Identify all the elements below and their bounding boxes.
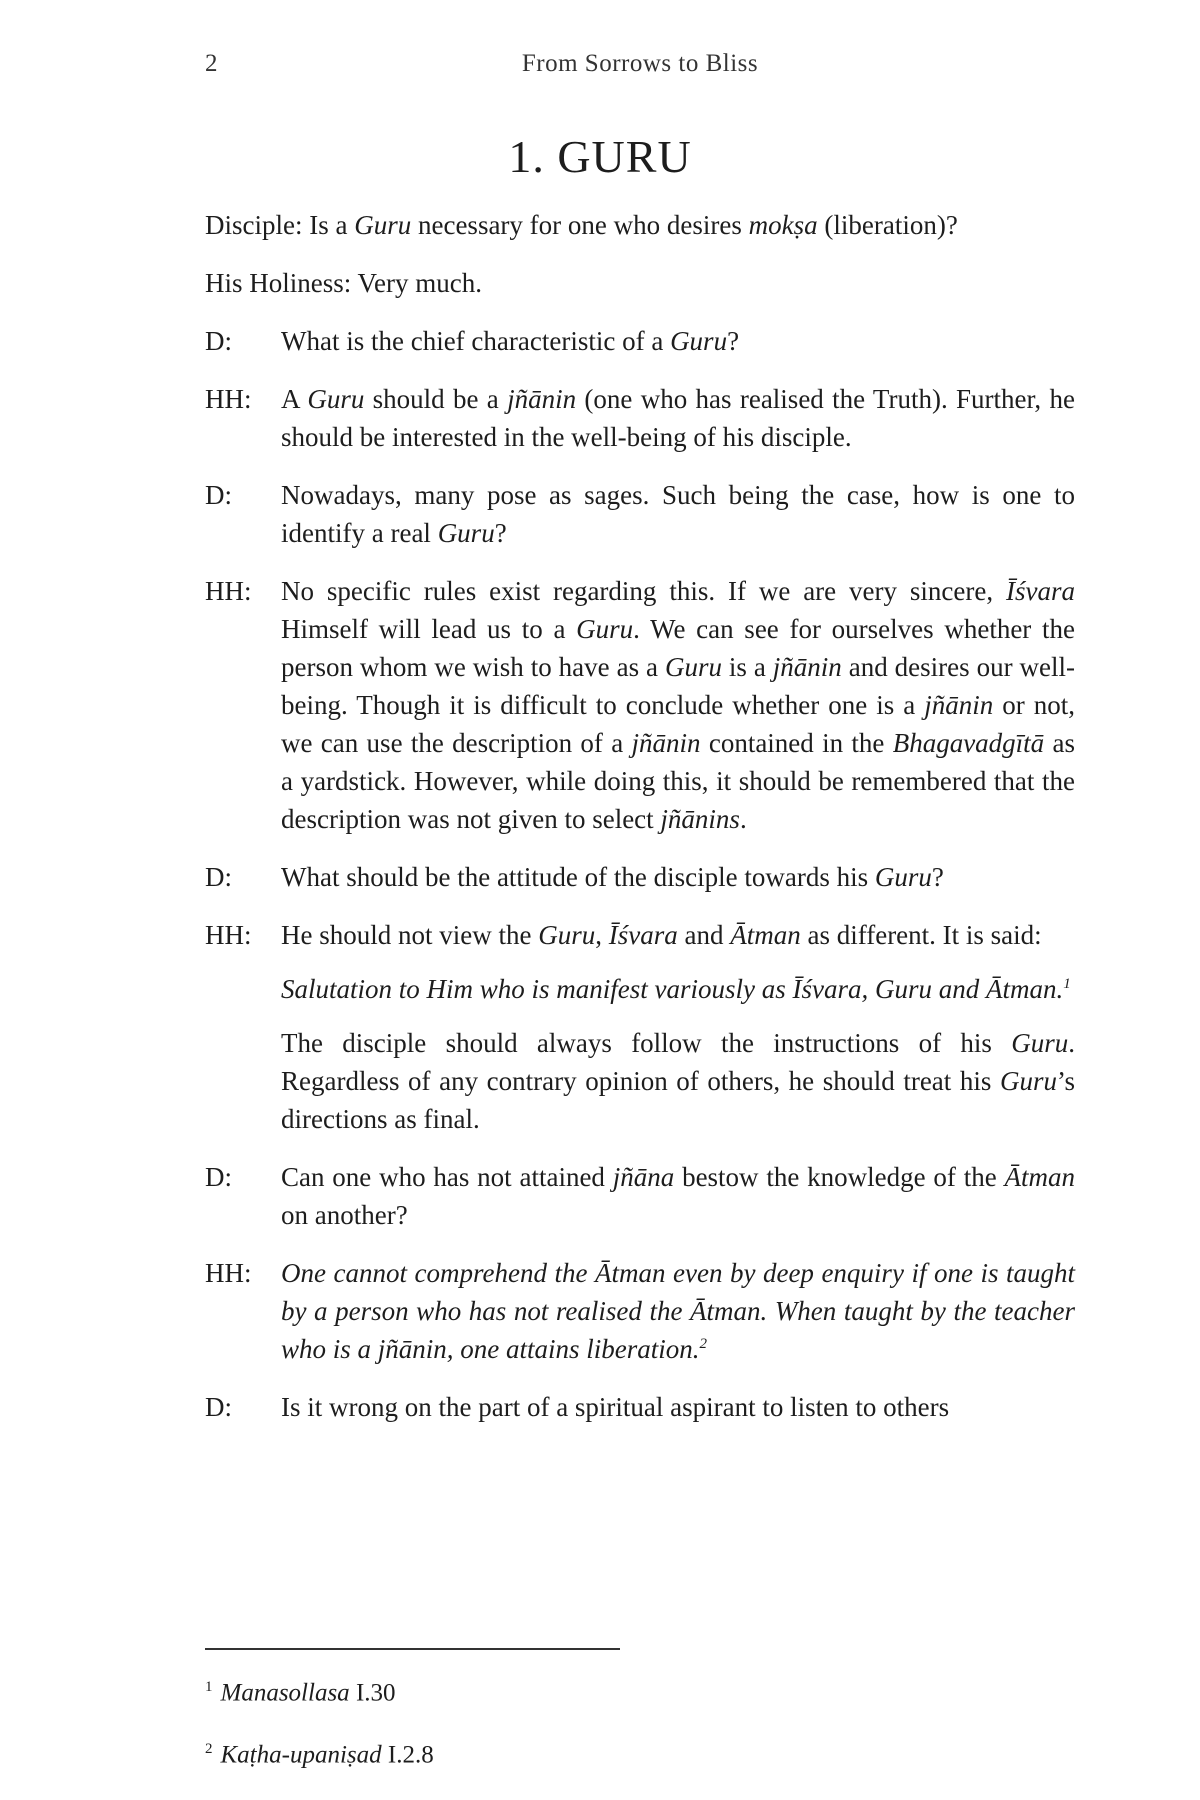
- footnote-source: Manasollasa: [220, 1679, 350, 1707]
- footnote-reference: 2: [699, 1336, 708, 1352]
- question-1: Disciple: Is a Guru necessary for one who desires mokṣa (liberation)?: [205, 210, 958, 240]
- speaker-label: His Holiness:: [205, 268, 352, 298]
- footnote-1: [205, 1670, 1005, 1710]
- chapter-title: 1. GURU: [508, 131, 692, 182]
- speaker-label: HH:: [205, 1258, 252, 1288]
- question-5: [205, 1158, 1075, 1234]
- footnote-location: I.2.8: [381, 1741, 434, 1769]
- answer-text: No specific rules exist regarding this. If we are very sincere, Īśvara Himself will lead us to a Guru. We can see for ourselves whether the person whom we wish to have as a Guru is a jñānin and desires our well-being. Though it is difficult to conclude whether one is a jñānin or not, we can use the description of a jñānin contained in the Bhagavadgītā as a yardstick. However, while doing this, it should be remembered that the description was not given to select jñānins.: [281, 576, 1076, 834]
- speaker-label: D:: [205, 1392, 232, 1422]
- speaker-label: D:: [205, 480, 232, 510]
- question-6: [205, 1388, 1075, 1426]
- term-atman: Ātman: [730, 920, 801, 950]
- footnote-source: Kaṭha-upaniṣad: [220, 1741, 382, 1769]
- speaker-label: D:: [205, 1162, 232, 1192]
- term-jnanin: jñānin: [924, 690, 994, 720]
- question-text: What should be the attitude of the disciple towards his Guru?: [281, 862, 944, 892]
- answer-text: One cannot comprehend the Ātman even by deep enquiry if one is taught by a person who has not realised the Ātman. When taught by the teacher who is a jñānin, one attains liberation.$^2$: [281, 1258, 1075, 1364]
- speaker-label: HH:: [205, 920, 252, 950]
- footnote-location: I.30: [349, 1679, 396, 1707]
- footnote-divider: [205, 1648, 620, 1650]
- term-guru: Guru: [354, 210, 412, 240]
- answer-3: [205, 572, 1075, 838]
- term-guru: Guru: [874, 862, 932, 892]
- term-jnanin: jñānin: [507, 384, 577, 414]
- running-header: [205, 50, 1075, 86]
- question-2: [205, 322, 1075, 360]
- speaker-label: HH:: [205, 576, 252, 606]
- term-guru: Guru: [437, 518, 495, 548]
- term-jnanin: jñānin: [772, 652, 842, 682]
- footnotes: [205, 1670, 1005, 1795]
- term-guru: Guru: [576, 614, 634, 644]
- question-text: Is it wrong on the part of a spiritual aspirant to listen to others: [281, 1392, 950, 1422]
- answer-2: [205, 380, 1075, 456]
- term-jnana: jñāna: [612, 1162, 675, 1192]
- question-4: [205, 858, 1075, 896]
- term-isvara: Īśvara: [608, 920, 678, 950]
- term-atman: Ātman: [1004, 1162, 1075, 1192]
- term-guru: Guru: [538, 920, 596, 950]
- answer-4: [205, 916, 1075, 1138]
- term-bhagavadgita: Bhagavadgītā: [892, 728, 1045, 758]
- question-text: Nowadays, many pose as sages. Such being the case, how is one to identify a real Guru?: [281, 480, 1075, 548]
- term-isvara: Īśvara: [1006, 576, 1075, 606]
- term-guru: Guru: [664, 652, 722, 682]
- footnote-2: [205, 1732, 1005, 1772]
- quotation: Salutation to Him who is manifest variously as Īśvara, Guru and Ātman.$^1$: [281, 974, 1071, 1004]
- term-moksa: mokṣa: [748, 210, 818, 240]
- answer-5: [205, 1254, 1075, 1368]
- footnote-mark: 1: [205, 1679, 213, 1695]
- footnote-mark: 2: [205, 1741, 213, 1758]
- page-number: 2: [205, 50, 218, 77]
- dialogue-body: [205, 206, 1075, 1446]
- term-guru: Guru: [999, 1066, 1057, 1096]
- term-guru: Guru: [307, 384, 365, 414]
- book-title: From Sorrows to Bliss: [521, 50, 759, 77]
- term-guru: Guru: [1011, 1028, 1069, 1058]
- answer-text: He should not view the Guru, Īśvara and Ātman as different. It is said: Salutation to Him who is manifest variously as Īśvara, Guru and Ātman.$^1$ The disciple should always follow the instructions of his Guru. Regardless of any contrary opinion of others, he should treat his Guru’s directions as final.: [281, 920, 1075, 1134]
- speaker-label: HH:: [205, 384, 252, 414]
- question-3: [205, 476, 1075, 552]
- footnote-reference: 1: [1063, 976, 1071, 992]
- answer-text: A Guru should be a jñānin (one who has realised the Truth). Further, he should be interested in the well-being of his disciple.: [281, 384, 1075, 452]
- question-text: Can one who has not attained jñāna bestow the knowledge of the Ātman on another?: [281, 1162, 1075, 1230]
- speaker-label: D:: [205, 862, 232, 892]
- answer-1: His Holiness: Very much.: [205, 268, 482, 298]
- term-guru: Guru: [670, 326, 728, 356]
- question-text: What is the chief characteristic of a Guru?: [281, 326, 740, 356]
- term-jnanin: jñānin: [631, 728, 701, 758]
- speaker-label: D:: [205, 326, 232, 356]
- term-jnanins: jñānins: [660, 804, 740, 834]
- speaker-label: Disciple:: [205, 210, 303, 240]
